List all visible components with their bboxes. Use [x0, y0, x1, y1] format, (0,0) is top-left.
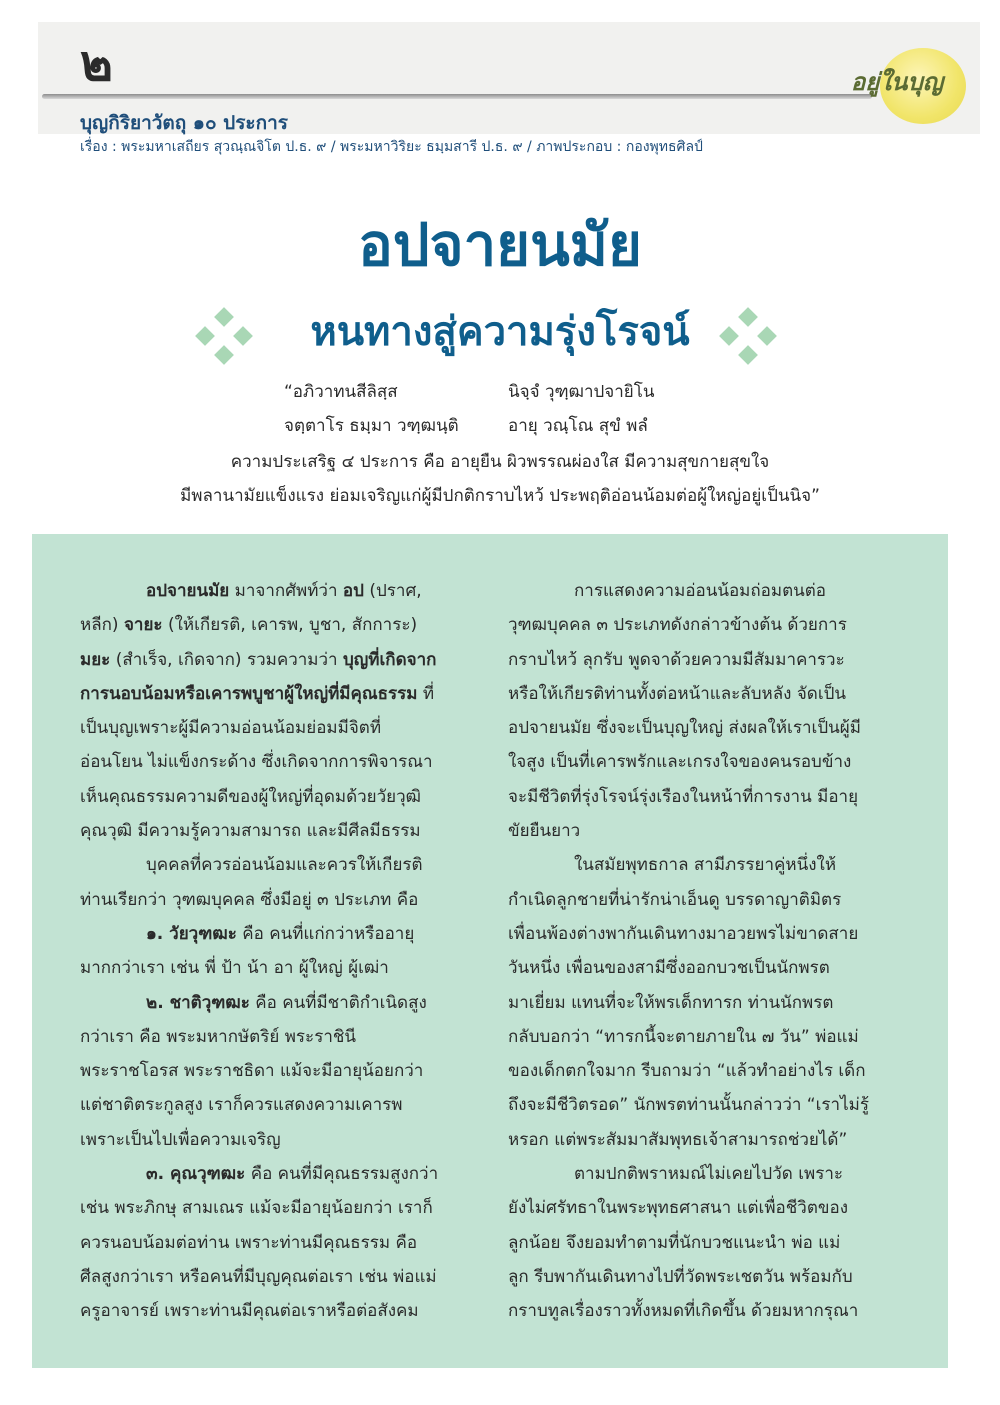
verse-pali-1b: นิจฺจํ วุฑฺฒาปจายิโน	[508, 382, 655, 402]
text-line: ยังไม่ศรัทธาในพระพุทธศาสนา แต่เพื่อชีวิตของ	[508, 1198, 849, 1219]
text-line: ถึงจะมีชีวิตรอด” นักพรตท่านนั้นกล่าวว่า “เราไม่รู้	[508, 1095, 869, 1116]
text-line: การแสดงความอ่อนน้อมถ่อมตนต่อ	[574, 581, 827, 601]
logo-text: อยู่ในบุญ	[850, 67, 944, 96]
text-line: กว่าเรา คือ พระมหากษัตริย์ พระราชินี	[80, 1026, 357, 1047]
article-credits: เรื่อง : พระมหาเสถียร สุวณฺณจิโต ป.ธ. ๙ / พระมหาวิริยะ ธมฺมสารี ป.ธ. ๙ / ภาพประกอบ : กองพุทธศิลป์	[80, 139, 703, 155]
page-number: ๒	[80, 34, 113, 92]
article-title: อปจายนมัย	[357, 211, 643, 279]
ornament-right-icon	[722, 310, 774, 362]
text-line: ควรนอบน้อมต่อท่าน เพราะท่านมีคุณธรรม คือ	[80, 1232, 418, 1253]
magazine-logo	[822, 48, 972, 118]
text-line: มยะ (สำเร็จ, เกิดจาก) รวมความว่า บุญที่เกิดจาก	[80, 649, 437, 670]
verse-pali-1a: “อภิวาทนสีลิสฺส	[284, 382, 398, 402]
text-line: ๒. ชาติวุฑฒะ คือ คนที่มีชาติกำเนิดสูง	[146, 992, 427, 1013]
text-line: ตามปกติพราหมณ์ไม่เคยไปวัด เพราะ	[574, 1164, 844, 1185]
series-title: บุญกิริยาวัตถุ ๑๐ ประการ	[80, 112, 289, 134]
text-line: กลับบอกว่า “ทารกนี้จะตายภายใน ๗ วัน” พ่อแม่	[508, 1026, 859, 1047]
text-line: ใจสูง เป็นที่เคารพรักและเกรงใจของคนรอบข้าง	[508, 752, 852, 773]
text-line: เป็นบุญเพราะผู้มีความอ่อนน้อมย่อมมีจิตที่	[80, 718, 382, 739]
text-line: บุคคลที่ควรอ่อนน้อมและควรให้เกียรติ	[146, 855, 423, 876]
text-line: ในสมัยพุทธกาล สามีภรรยาคู่หนึ่งให้	[574, 855, 837, 876]
text-line: เพื่อนพ้องต่างพากันเดินทางมาอวยพรไม่ขาดสาย	[508, 923, 859, 944]
verse-pali-2a: จตฺตาโร ธมฺมา วฑฺฒนฺติ	[284, 416, 459, 436]
right-column	[508, 574, 894, 1329]
text-line: ลูกน้อย จึงยอมทำตามที่นักบวชแนะนำ พ่อ แม่	[508, 1232, 841, 1253]
text-line: การนอบน้อมหรือเคารพบูชาผู้ใหญ่ที่มีคุณธรรม ที่	[80, 683, 435, 704]
text-line: วันหนึ่ง เพื่อนของสามีซึ่งออกบวชเป็นนักพรต	[508, 958, 830, 979]
text-line: พระราชโอรส พระราชธิดา แม้จะมีอายุน้อยกว่า	[80, 1061, 424, 1082]
text-line: อ่อนโยน ไม่แข็งกระด้าง ซึ่งเกิดจากการพิจารณา	[80, 752, 433, 773]
text-line: หรอก แต่พระสัมมาสัมพุทธเจ้าสามารถช่วยได้”	[508, 1129, 848, 1150]
text-line: หลีก) จายะ (ให้เกียรติ, เคารพ, บูชา, สักการะ)	[80, 615, 418, 636]
text-line: แต่ชาติตระกูลสูง เราก็ควรแสดงความเคารพ	[80, 1095, 403, 1116]
subtitle-row	[0, 306, 1000, 366]
text-line: กราบทูลเรื่องราวทั้งหมดที่เกิดขึ้น ด้วยมหากรุณา	[508, 1301, 859, 1322]
text-line: กำเนิดลูกชายที่น่ารักน่าเอ็นดู บรรดาญาติมิตร	[508, 889, 842, 910]
text-line: ของเด็กตกใจมาก รีบถามว่า “แล้วทำอย่างไร เด็ก	[508, 1061, 866, 1082]
text-line: จะมีชีวิตที่รุ่งโรจน์รุ่งเรืองในหน้าที่การงาน มีอายุ	[508, 786, 859, 807]
text-line: ศีลสูงกว่าเรา หรือคนที่มีบุญคุณต่อเรา เช่น พ่อแม่	[80, 1266, 437, 1287]
text-line: ลูก รีบพากันเดินทางไปที่วัดพระเชตวัน พร้อมกับ	[508, 1266, 853, 1287]
text-line: ท่านเรียกว่า วุฑฒบุคคล ซึ่งมีอยู่ ๓ ประเภท คือ	[80, 889, 419, 910]
text-line: ครูอาจารย์ เพราะท่านมีคุณต่อเราหรือต่อสังคม	[80, 1301, 419, 1322]
left-column	[80, 574, 466, 1329]
verse-pali-2b: อายุ วณฺโณ สุขํ พลํ	[508, 416, 648, 436]
text-line: ๑. วัยวุฑฒะ คือ คนที่แก่กว่าหรืออายุ	[146, 923, 415, 944]
article-subtitle: หนทางสู่ความรุ่งโรจน์	[310, 309, 690, 355]
text-line: เช่น พระภิกษุ สามเณร แม้จะมีอายุน้อยกว่า เราก็	[80, 1198, 433, 1219]
text-line: กราบไหว้ ลุกรับ พูดจาด้วยความมีสัมมาคารวะ	[508, 649, 845, 670]
text-line: มากกว่าเรา เช่น พี่ ป้า น้า อา ผู้ใหญ่ ผู้เฒ่า	[80, 958, 389, 979]
text-line: ขัยยืนยาว	[508, 821, 581, 842]
text-line: วุฑฒบุคคล ๓ ประเภทดังกล่าวข้างต้น ด้วยการ	[508, 615, 847, 636]
text-line: อปจายนมัย ซึ่งจะเป็นบุญใหญ่ ส่งผลให้เราเป็นผู้มี	[508, 718, 861, 739]
text-line: คุณวุฒิ มีความรู้ความสามารถ และมีศีลมีธรรม	[80, 821, 421, 842]
text-line: เพราะเป็นไปเพื่อความเจริญ	[80, 1129, 281, 1150]
header-rule	[42, 94, 872, 99]
text-line: ๓. คุณวุฑฒะ คือ คนที่มีคุณธรรมสูงกว่า	[146, 1164, 439, 1185]
text-line: เห็นคุณธรรมความดีของผู้ใหญ่ที่อุดมด้วยวัยวุฒิ	[80, 786, 422, 807]
verse-thai-2: มีพลานามัยแข็งแรง ย่อมเจริญแก่ผู้มีปกติกราบไหว้ ประพฤติอ่อนน้อมต่อผู้ใหญ่อยู่เป็นนิจ”	[180, 486, 820, 506]
text-line: อปจายนมัย มาจากศัพท์ว่า อป (ปราศ,	[146, 581, 422, 601]
text-line: หรือให้เกียรติท่านทั้งต่อหน้าและลับหลัง จัดเป็น	[508, 683, 847, 704]
verse-thai-1: ความประเสริฐ ๔ ประการ คือ อายุยืน ผิวพรรณผ่องใส มีความสุขกายสุขใจ	[230, 452, 770, 472]
text-line: มาเยี่ยม แทนที่จะให้พรเด็กทารก ท่านนักพรต	[508, 992, 834, 1013]
